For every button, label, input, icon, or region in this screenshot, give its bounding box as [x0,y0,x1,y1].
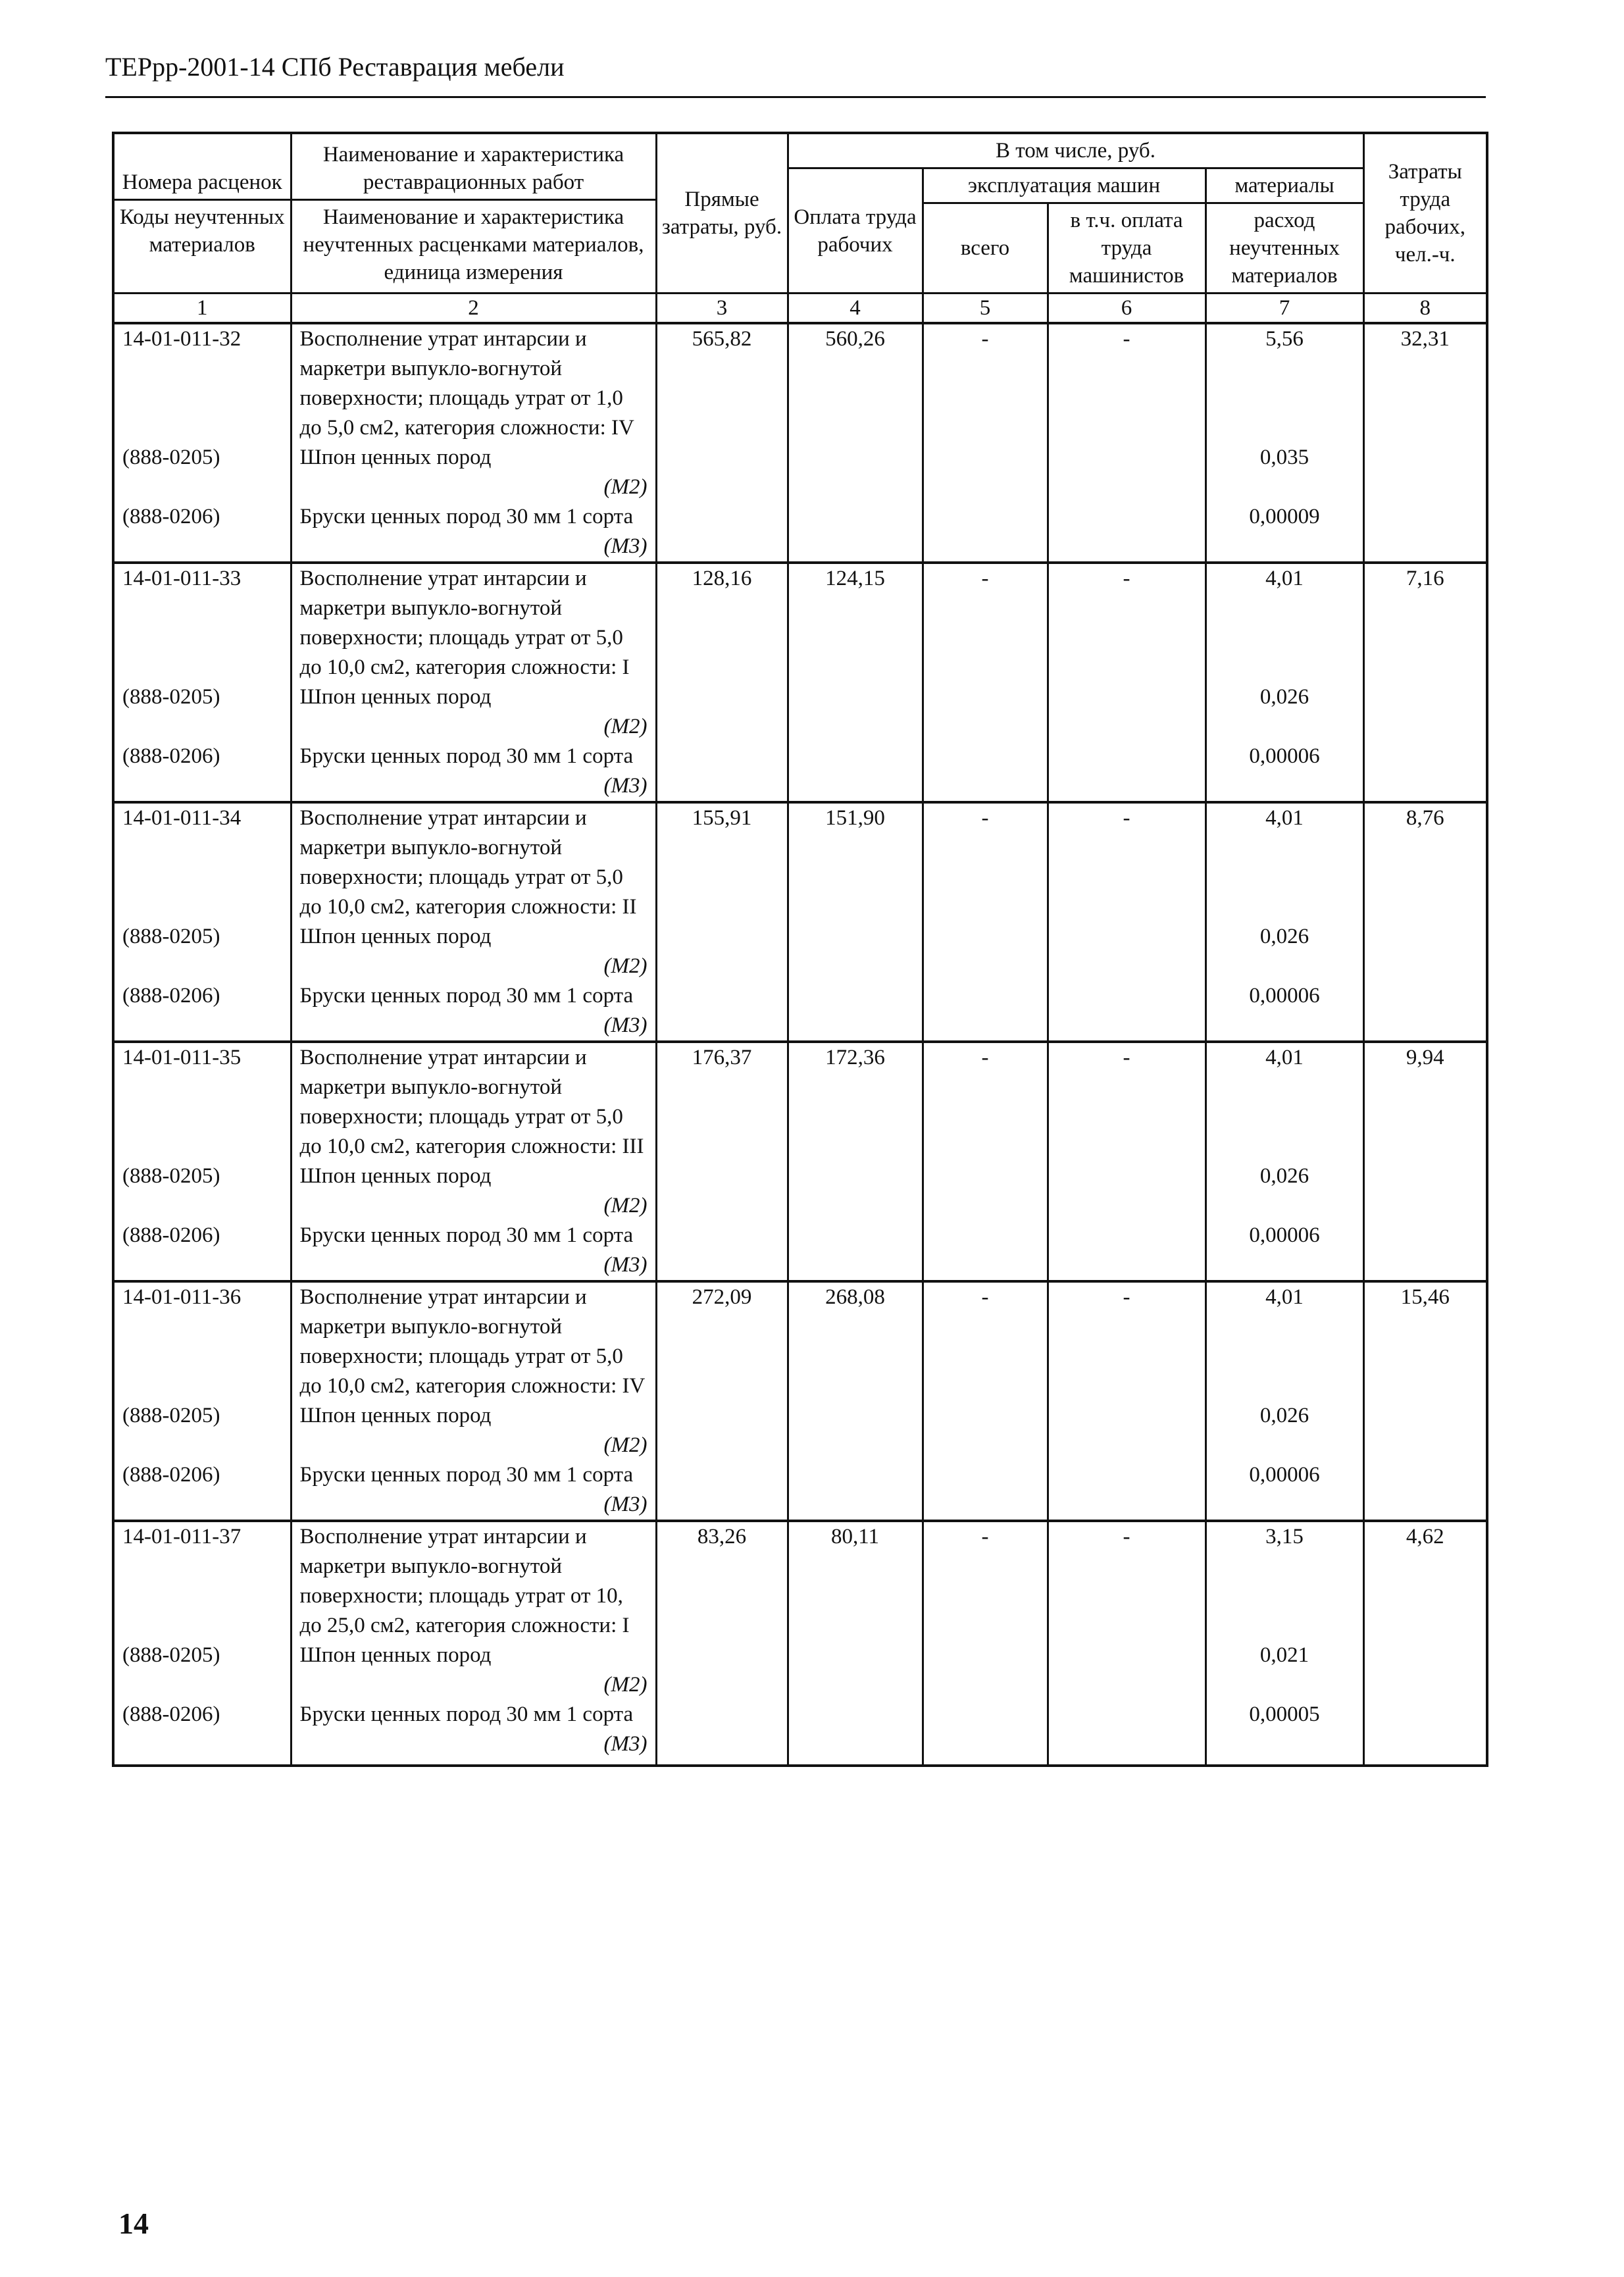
header-rule [105,96,1486,98]
material-code: (888-0205) [113,1162,291,1221]
rates-table [112,132,1488,1767]
rate-labor-hours: 9,94 [1363,1042,1487,1162]
rate-machines-total: - [923,563,1048,682]
empty-cell [1363,981,1487,1042]
rate-description: Восполнение утрат интарсии и маркетри выпукло-вогнутой поверхности; площадь утрат от 5,0 до 10,0 см2, категория сложности: III [291,1042,656,1162]
empty-cell [656,502,788,563]
empty-cell [656,443,788,502]
header-direct-costs: Прямые затраты, руб. [656,133,788,294]
rate-block [113,563,1487,802]
rate-materials: 5,56 [1205,323,1363,443]
empty-cell [923,1460,1048,1521]
empty-cell [788,922,923,981]
rate-block [113,323,1487,563]
empty-cell [923,502,1048,563]
column-number: 6 [1048,294,1205,324]
material-row [113,922,1487,981]
material-name: Бруски ценных пород 30 мм 1 сорта [299,1223,634,1247]
rate-labor-hours: 4,62 [1363,1521,1487,1641]
empty-cell [1363,1221,1487,1281]
material-code: (888-0206) [113,742,291,802]
empty-cell [788,1401,923,1460]
rate-direct-costs: 565,82 [656,323,788,443]
material-name-cell [291,922,656,981]
rate-labor-pay: 268,08 [788,1281,923,1401]
rate-labor-pay: 560,26 [788,323,923,443]
rate-code: 14-01-011-32 [113,323,291,443]
empty-cell [923,682,1048,742]
rate-direct-costs: 272,09 [656,1281,788,1401]
material-name: Бруски ценных пород 30 мм 1 сорта [299,505,634,528]
material-code: (888-0205) [113,1641,291,1700]
rate-materials: 4,01 [1205,802,1363,922]
rate-labor-pay: 80,11 [788,1521,923,1641]
material-code: (888-0206) [113,1221,291,1281]
material-unit: (М3) [603,774,647,798]
empty-cell [656,1700,788,1766]
material-row [113,1460,1487,1521]
rate-row [113,563,1487,682]
material-name: Шпон ценных пород [299,685,492,709]
rate-materials: 4,01 [1205,1042,1363,1162]
material-name: Шпон ценных пород [299,925,492,948]
header-work-name [291,133,656,294]
empty-cell [1363,682,1487,742]
material-unit: (М2) [603,1194,647,1217]
rate-materials: 4,01 [1205,1281,1363,1401]
column-number: 8 [1363,294,1487,324]
rate-code: 14-01-011-34 [113,802,291,922]
material-row [113,682,1487,742]
rate-direct-costs: 155,91 [656,802,788,922]
empty-cell [1363,922,1487,981]
material-row [113,443,1487,502]
empty-cell [923,1641,1048,1700]
empty-cell [923,1401,1048,1460]
rate-materials: 4,01 [1205,563,1363,682]
empty-cell [1048,1460,1205,1521]
rate-block [113,1042,1487,1281]
header-work-name-label: Наименование и характеристика реставрационных работ [292,138,655,201]
material-quantity: 0,00005 [1205,1700,1363,1766]
material-name-cell [291,981,656,1042]
material-name: Шпон ценных пород [299,1164,492,1188]
material-quantity: 0,00006 [1205,1221,1363,1281]
empty-cell [1048,922,1205,981]
material-name: Бруски ценных пород 30 мм 1 сорта [299,1463,634,1487]
rate-machines-total: - [923,323,1048,443]
rate-machines-total: - [923,1281,1048,1401]
rate-direct-costs: 83,26 [656,1521,788,1641]
rate-machinists-pay: - [1048,1521,1205,1641]
column-number: 4 [788,294,923,324]
material-unit: (М3) [603,1732,647,1756]
empty-cell [656,922,788,981]
material-code: (888-0205) [113,1401,291,1460]
material-name: Бруски ценных пород 30 мм 1 сорта [299,1702,634,1726]
material-quantity: 0,00009 [1205,502,1363,563]
rate-labor-hours: 8,76 [1363,802,1487,922]
rate-code: 14-01-011-35 [113,1042,291,1162]
empty-cell [1048,682,1205,742]
empty-cell [1048,1162,1205,1221]
empty-cell [788,1641,923,1700]
empty-cell [923,742,1048,802]
empty-cell [788,742,923,802]
header-material-codes-label: Коды неучтенных материалов [119,205,285,257]
empty-cell [656,981,788,1042]
rate-machines-total: - [923,1042,1048,1162]
empty-cell [1363,1401,1487,1460]
empty-cell [1363,1700,1487,1766]
rate-machinists-pay: - [1048,1281,1205,1401]
empty-cell [788,1700,923,1766]
empty-cell [1048,1401,1205,1460]
empty-cell [788,1460,923,1521]
rate-labor-pay: 151,90 [788,802,923,922]
rate-labor-pay: 172,36 [788,1042,923,1162]
rate-machines-total: - [923,1521,1048,1641]
empty-cell [656,1641,788,1700]
rate-labor-hours: 15,46 [1363,1281,1487,1401]
empty-cell [1048,1641,1205,1700]
empty-cell [923,1700,1048,1766]
empty-cell [656,742,788,802]
header-machines: эксплуатация машин [923,168,1205,203]
material-name: Бруски ценных пород 30 мм 1 сорта [299,744,634,768]
material-unit: (М2) [603,1673,647,1697]
material-unit: (М3) [603,1253,647,1277]
header-labor-pay: Оплата труда рабочих [788,168,923,294]
rate-description: Восполнение утрат интарсии и маркетри выпукло-вогнутой поверхности; площадь утрат от 5,0 до 10,0 см2, категория сложности: II [291,802,656,922]
material-quantity: 0,00006 [1205,742,1363,802]
material-name: Бруски ценных пород 30 мм 1 сорта [299,984,634,1008]
material-code: (888-0205) [113,682,291,742]
rate-direct-costs: 128,16 [656,563,788,682]
material-row [113,502,1487,563]
material-unit: (М2) [603,475,647,499]
empty-cell [1363,742,1487,802]
material-unit: (М3) [603,534,647,558]
empty-cell [1363,1641,1487,1700]
material-quantity: 0,035 [1205,443,1363,502]
material-quantity: 0,026 [1205,682,1363,742]
material-code: (888-0206) [113,1460,291,1521]
rate-code: 14-01-011-33 [113,563,291,682]
rate-machinists-pay: - [1048,802,1205,922]
rate-description: Восполнение утрат интарсии и маркетри выпукло-вогнутой поверхности; площадь утрат от 5,0 до 10,0 см2, категория сложности: IV [291,1281,656,1401]
material-unit: (М3) [603,1013,647,1037]
header-including: В том числе, руб. [788,133,1363,168]
material-code: (888-0206) [113,502,291,563]
header-machines-total: всего [923,203,1048,294]
empty-cell [923,981,1048,1042]
empty-cell [1363,502,1487,563]
rate-machinists-pay: - [1048,563,1205,682]
column-number: 1 [113,294,291,324]
material-name-cell [291,1401,656,1460]
header-machinists-pay: в т.ч. оплата труда машинистов [1048,203,1205,294]
rate-block [113,1281,1487,1521]
header-labor-costs: Затраты труда рабочих, чел.-ч. [1363,133,1487,294]
material-name: Шпон ценных пород [299,1643,492,1667]
empty-cell [1363,1460,1487,1521]
rate-labor-hours: 32,31 [1363,323,1487,443]
empty-cell [788,682,923,742]
material-code: (888-0205) [113,443,291,502]
rate-row [113,1042,1487,1162]
column-number: 3 [656,294,788,324]
empty-cell [923,1221,1048,1281]
rate-code: 14-01-011-37 [113,1521,291,1641]
material-code: (888-0206) [113,1700,291,1766]
empty-cell [788,1162,923,1221]
header-work-name-sub-label: Наименование и характеристика неучтенных расценками материалов, единица измерения [303,205,644,284]
material-name-cell [291,1460,656,1521]
empty-cell [1048,1221,1205,1281]
header-materials: материалы [1205,168,1363,203]
header-materials-unaccounted: расход неучтенных материалов [1205,203,1363,294]
empty-cell [788,443,923,502]
rate-description: Восполнение утрат интарсии и маркетри выпукло-вогнутой поверхности; площадь утрат от 5,0 до 10,0 см2, категория сложности: I [291,563,656,682]
material-unit: (М2) [603,715,647,738]
material-row [113,1401,1487,1460]
empty-cell [923,922,1048,981]
rate-block [113,1521,1487,1766]
rate-row [113,1281,1487,1401]
empty-cell [923,443,1048,502]
rate-block [113,802,1487,1042]
empty-cell [1048,742,1205,802]
material-name-cell [291,1700,656,1766]
column-number: 5 [923,294,1048,324]
empty-cell [1048,443,1205,502]
rate-materials: 3,15 [1205,1521,1363,1641]
material-row [113,981,1487,1042]
material-quantity: 0,026 [1205,922,1363,981]
rate-labor-hours: 7,16 [1363,563,1487,682]
material-unit: (М2) [603,1433,647,1457]
material-name: Шпон ценных пород [299,446,492,469]
rate-row [113,802,1487,922]
rate-row [113,1521,1487,1641]
rate-description: Восполнение утрат интарсии и маркетри выпукло-вогнутой поверхности; площадь утрат от 1,0 до 5,0 см2, категория сложности: IV [291,323,656,443]
material-quantity: 0,00006 [1205,1460,1363,1521]
material-quantity: 0,00006 [1205,981,1363,1042]
rate-description: Восполнение утрат интарсии и маркетри выпукло-вогнутой поверхности; площадь утрат от 10, до 25,0 см2, категория сложности: I [291,1521,656,1641]
material-code: (888-0206) [113,981,291,1042]
material-unit: (М2) [603,954,647,978]
empty-cell [923,1162,1048,1221]
material-name-cell [291,1162,656,1221]
empty-cell [1363,1162,1487,1221]
rate-machinists-pay: - [1048,1042,1205,1162]
material-name: Шпон ценных пород [299,1404,492,1427]
material-row [113,1700,1487,1766]
empty-cell [788,1221,923,1281]
column-number: 2 [291,294,656,324]
empty-cell [656,1401,788,1460]
empty-cell [656,1460,788,1521]
material-row [113,742,1487,802]
material-name-cell [291,502,656,563]
material-quantity: 0,021 [1205,1641,1363,1700]
material-name-cell [291,443,656,502]
column-number: 7 [1205,294,1363,324]
rate-direct-costs: 176,37 [656,1042,788,1162]
material-row [113,1641,1487,1700]
page-header-title: ТЕРрр-2001-14 СПб Реставрация мебели [105,52,565,82]
empty-cell [1048,981,1205,1042]
material-name-cell [291,682,656,742]
column-number-row [113,294,1487,324]
material-name-cell [291,1221,656,1281]
page-number: 14 [118,2207,149,2240]
material-name-cell [291,1641,656,1700]
material-quantity: 0,026 [1205,1401,1363,1460]
header-rate-numbers [113,133,291,294]
rate-machinists-pay: - [1048,323,1205,443]
material-name-cell [291,742,656,802]
material-row [113,1162,1487,1221]
rate-row [113,323,1487,443]
material-unit: (М3) [603,1493,647,1516]
empty-cell [1048,502,1205,563]
table-head [113,133,1487,323]
material-code: (888-0205) [113,922,291,981]
empty-cell [788,981,923,1042]
empty-cell [656,1162,788,1221]
empty-cell [656,1221,788,1281]
rate-machines-total: - [923,802,1048,922]
empty-cell [1048,1700,1205,1766]
rate-code: 14-01-011-36 [113,1281,291,1401]
material-quantity: 0,026 [1205,1162,1363,1221]
material-row [113,1221,1487,1281]
empty-cell [656,682,788,742]
rate-labor-pay: 124,15 [788,563,923,682]
header-rate-numbers-label: Номера расценок [114,166,290,201]
empty-cell [788,502,923,563]
empty-cell [1363,443,1487,502]
